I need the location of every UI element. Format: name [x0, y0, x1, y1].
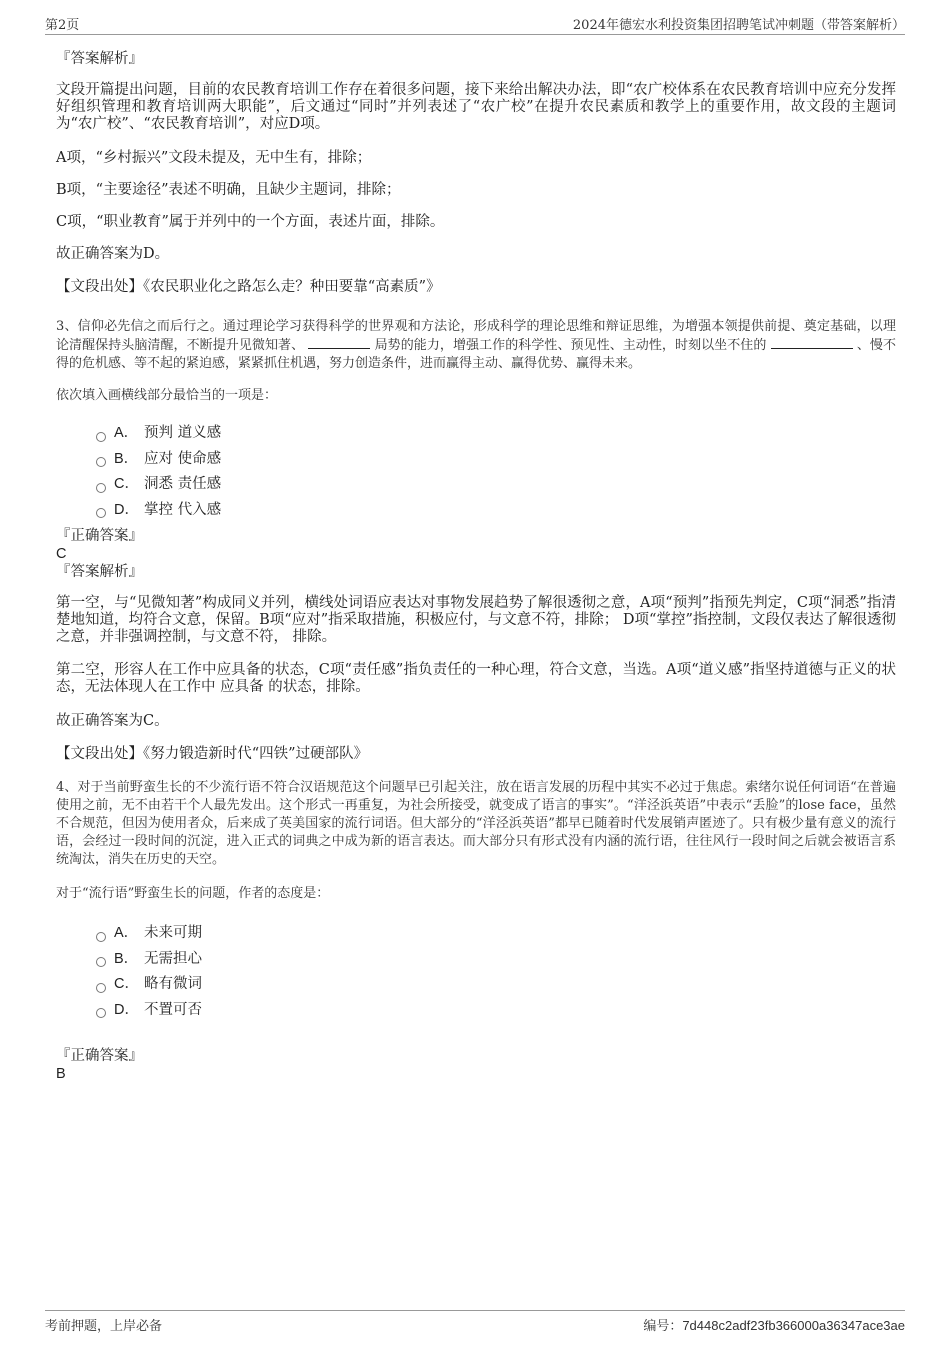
q3-option-c[interactable]: C． 洞悉 责任感	[96, 472, 896, 498]
q2-analysis-option-c: C项，“职业教育”属于并列中的一个方面，表述片面，排除。	[56, 214, 445, 230]
radio-icon[interactable]	[96, 932, 106, 942]
document-title: 2024年德宏水利投资集团招聘笔试冲刺题（带答案解析）	[572, 18, 905, 33]
page-content	[56, 46, 896, 1083]
q3-text-part2: 局势的能力，增强工作的科学性、预见性、主动性，时刻以坐不住的	[374, 338, 767, 353]
q3-answer-value: C	[56, 546, 67, 562]
q4-option-a[interactable]: A． 未来可期	[96, 921, 896, 947]
page-number: 第2页	[45, 18, 80, 33]
footer-code	[643, 1315, 905, 1334]
radio-icon[interactable]	[96, 983, 106, 993]
radio-icon[interactable]	[96, 1008, 106, 1018]
q3-option-d[interactable]: D． 掌控 代入感	[96, 498, 896, 524]
q3-text-part3: 、慢不得的危机感、等不起的紧迫感，紧紧抓住机遇，努力创造条件，进而赢得主动、赢得优势、赢得未来。	[56, 338, 896, 371]
footer-slogan: 考前押题，上岸必备	[45, 1319, 163, 1334]
q2-analysis-option-a: A项，“乡村振兴”文段未提及，无中生有，排除；	[56, 150, 372, 166]
q2-analysis-option-b: B项，“主要途径”表述不明确，且缺少主题词，排除；	[56, 182, 401, 198]
q3-analysis-paragraph-1: 第一空，与“见微知著”构成同义并列，横线处词语应表达对事物发展趋势了解很透彻之意，A项“预判”指预先判定，C项“洞悉”指清楚地知道，均符合文意，保留。B项“应对”指采取措施，积极应付，与文意不符，排除； D项“掌控”指控制，文段仅表达了解很透彻之意，并非强调控制，与文意不符， 排除。	[56, 595, 896, 645]
q3-source: 【文段出处】《努力锻造新时代“四铁”过硬部队》	[56, 746, 369, 762]
q3-analysis-label: 『答案解析』	[56, 564, 143, 580]
q3-answer-label: 『正确答案』	[56, 528, 143, 544]
q3-conclusion: 故正确答案为C。	[56, 713, 169, 729]
q4-answer-value: B	[56, 1066, 66, 1082]
q2-analysis-paragraph: 文段开篇提出问题，目前的农民教育培训工作存在着很多问题，接下来给出解决办法，即“农广校体系在农民教育培训中应充分发挥好组织管理和教育培训两大职能”，后文通过“同时”并列表述了“农广校”在提升农民素质和教学上的重要作用，故文段的主题词为“农广校”、“农民教育培训”，对应D项。	[56, 82, 896, 132]
q3-option-a[interactable]: A． 预判 道义感	[96, 421, 896, 447]
q4-option-b[interactable]: B． 无需担心	[96, 947, 896, 973]
q4-question-text: 4、对于当前野蛮生长的不少流行语不符合汉语规范这个问题早已引起关注，放在语言发展的历程中其实不必过于焦虑。索绪尔说任何词语“在普遍使用之前，无不由若干个人最先发出。这个形式一再重复，为社会所接受，就变成了语言的事实”。“洋泾浜英语”中表示“丢脸”的lose face，虽然不合规范，但因为使用者众，后来成了英美国家的流行词语。但大部分的“洋泾浜英语”都早已随着时代发展销声匿迹了。只有极少量有意义的流行语，会经过一段时间的沉淀，进入正式的词典之中成为新的语言表达。而大部分只有形式没有内涵的流行语，往往风行一段时间之后就会被语言系统淘汰，消失在历史的天空。	[56, 780, 896, 867]
radio-icon[interactable]	[96, 508, 106, 518]
q2-analysis-label: 『答案解析』	[56, 51, 143, 67]
radio-icon[interactable]	[96, 432, 106, 442]
q3-blank-2	[771, 336, 853, 349]
q4-option-d[interactable]: D． 不置可否	[96, 998, 896, 1024]
q3-question-text	[56, 318, 896, 373]
q4-options	[56, 921, 896, 1023]
page-footer	[45, 1310, 905, 1334]
q4-prompt: 对于“流行语”野蛮生长的问题，作者的态度是：	[56, 886, 330, 901]
q3-text-part1: 3、信仰必先信之而后行之。通过理论学习获得科学的世界观和方法论，形成科学的理论思维和辩证思维，为增强本领提供前提、奠定基础，以理论清醒保持头脑清醒，不断提升见微知著、	[56, 319, 896, 353]
q4-option-c[interactable]: C． 略有微词	[96, 972, 896, 998]
radio-icon[interactable]	[96, 957, 106, 967]
radio-icon[interactable]	[96, 483, 106, 493]
q4-answer-label: 『正确答案』	[56, 1048, 143, 1064]
page-header	[45, 14, 905, 35]
radio-icon[interactable]	[96, 457, 106, 467]
q3-option-b[interactable]: B． 应对 使命感	[96, 447, 896, 473]
q3-blank-1	[308, 336, 370, 349]
q3-analysis-paragraph-2: 第二空，形容人在工作中应具备的状态，C项“责任感”指负责任的一种心理，符合文意，当选。A项“道义感”指坚持道德与正义的状态，无法体现人在工作中 应具备 的状态，排除。	[56, 662, 896, 695]
q2-conclusion: 故正确答案为D。	[56, 246, 170, 262]
footer-code-value: 7d448c2adf23fb366000a36347ace3ae	[682, 1318, 905, 1333]
q3-options	[56, 421, 896, 523]
q3-prompt: 依次填入画横线部分最恰当的一项是：	[56, 388, 278, 403]
footer-code-label: 编号：	[643, 1318, 683, 1333]
q2-source: 【文段出处】《农民职业化之路怎么走？种田要靠“高素质”》	[56, 279, 441, 295]
